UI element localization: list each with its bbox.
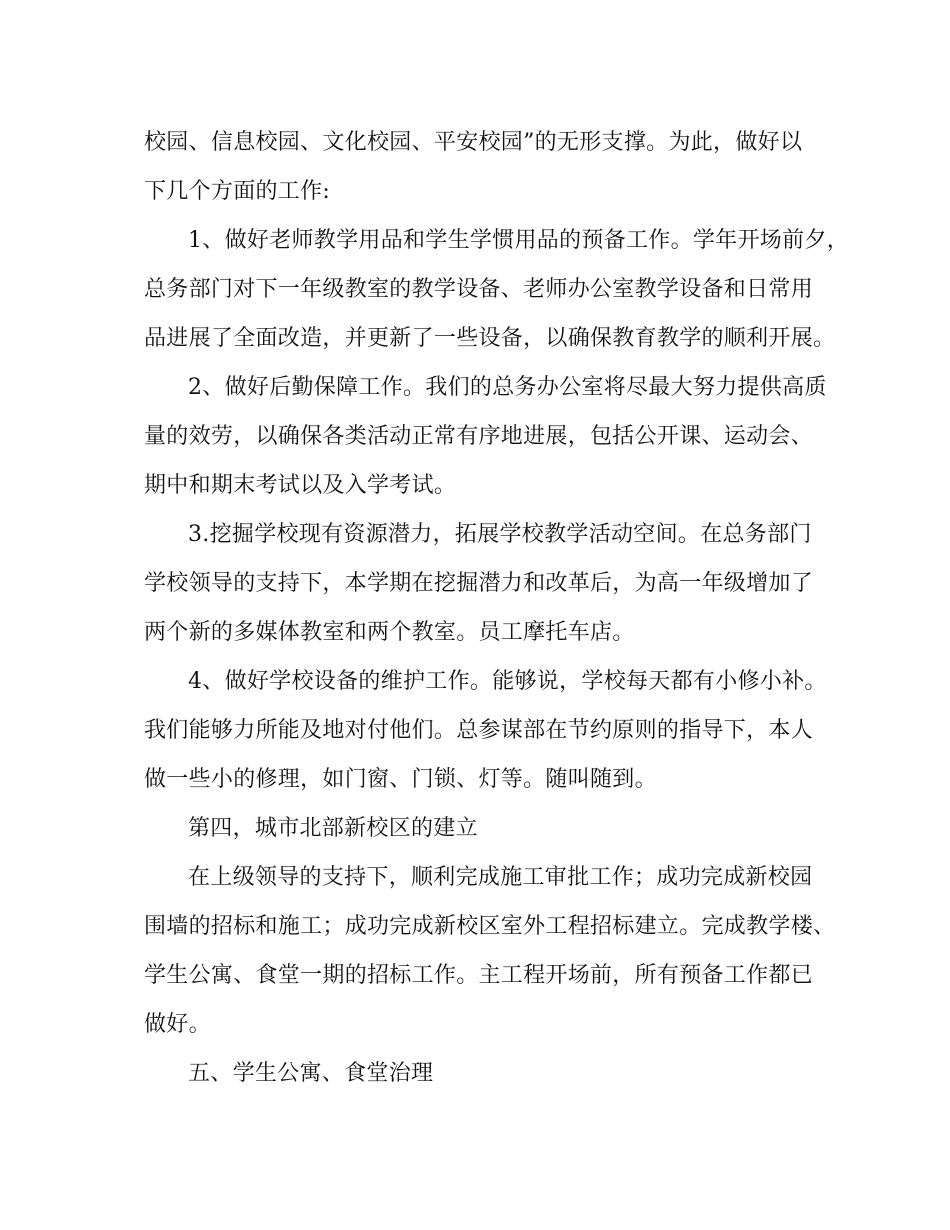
text-line-10: 学校领导的支持下，本学期在挖掘潜力和改革后，为高一年级增加了 bbox=[144, 571, 814, 596]
text-line-17: 围墙的招标和施工；成功完成新校区室外工程招标建立。完成教学楼、 bbox=[144, 914, 836, 939]
text-line-14: 做一些小的修理，如门窗、门锁、灯等。随叫随到。 bbox=[144, 767, 657, 792]
text-line-4: 总务部门对下一年级教室的教学设备、老师办公室教学设备和日常用 bbox=[144, 277, 814, 302]
text-line-9: 3.挖掘学校现有资源潜力，拓展学校教学活动空间。在总务部门 bbox=[188, 522, 812, 547]
text-line-7: 量的效劳，以确保各类活动正常有序地进展，包括公开课、运动会、 bbox=[144, 424, 814, 449]
text-line-5: 品进展了全面改造，并更新了一些设备，以确保教育教学的顺利开展。 bbox=[144, 326, 836, 351]
text-line-13: 我们能够力所能及地对付他们。总参谋部在节约原则的指导下，本人 bbox=[144, 718, 814, 743]
text-line-11: 两个新的多媒体教室和两个教室。员工摩托车店。 bbox=[144, 620, 635, 645]
text-line-18: 学生公寓、食堂一期的招标工作。主工程开场前，所有预备工作都已 bbox=[144, 963, 814, 988]
text-line-6: 2、做好后勤保障工作。我们的总务办公室将尽最大努力提供高质 bbox=[188, 375, 827, 400]
text-line-12: 4、做好学校设备的维护工作。能够说，学校每天都有小修小补。 bbox=[188, 669, 827, 694]
text-line-19: 做好。 bbox=[144, 1012, 211, 1037]
text-line-3: 1、做好老师教学用品和学生学惯用品的预备工作。学年开场前夕， bbox=[188, 228, 849, 253]
text-line-16: 在上级领导的支持下，顺利完成施工审批工作；成功完成新校园 bbox=[188, 865, 813, 890]
text-line-1: 校园、信息校园、文化校园、平安校园”的无形支撑。为此，做好以 bbox=[144, 130, 803, 155]
text-line-15: 第四，城市北部新校区的建立 bbox=[188, 816, 478, 841]
text-line-20: 五、学生公寓、食堂治理 bbox=[188, 1061, 434, 1086]
text-line-8: 期中和期末考试以及入学考试。 bbox=[144, 473, 457, 498]
text-line-2: 下几个方面的工作: bbox=[144, 179, 331, 204]
